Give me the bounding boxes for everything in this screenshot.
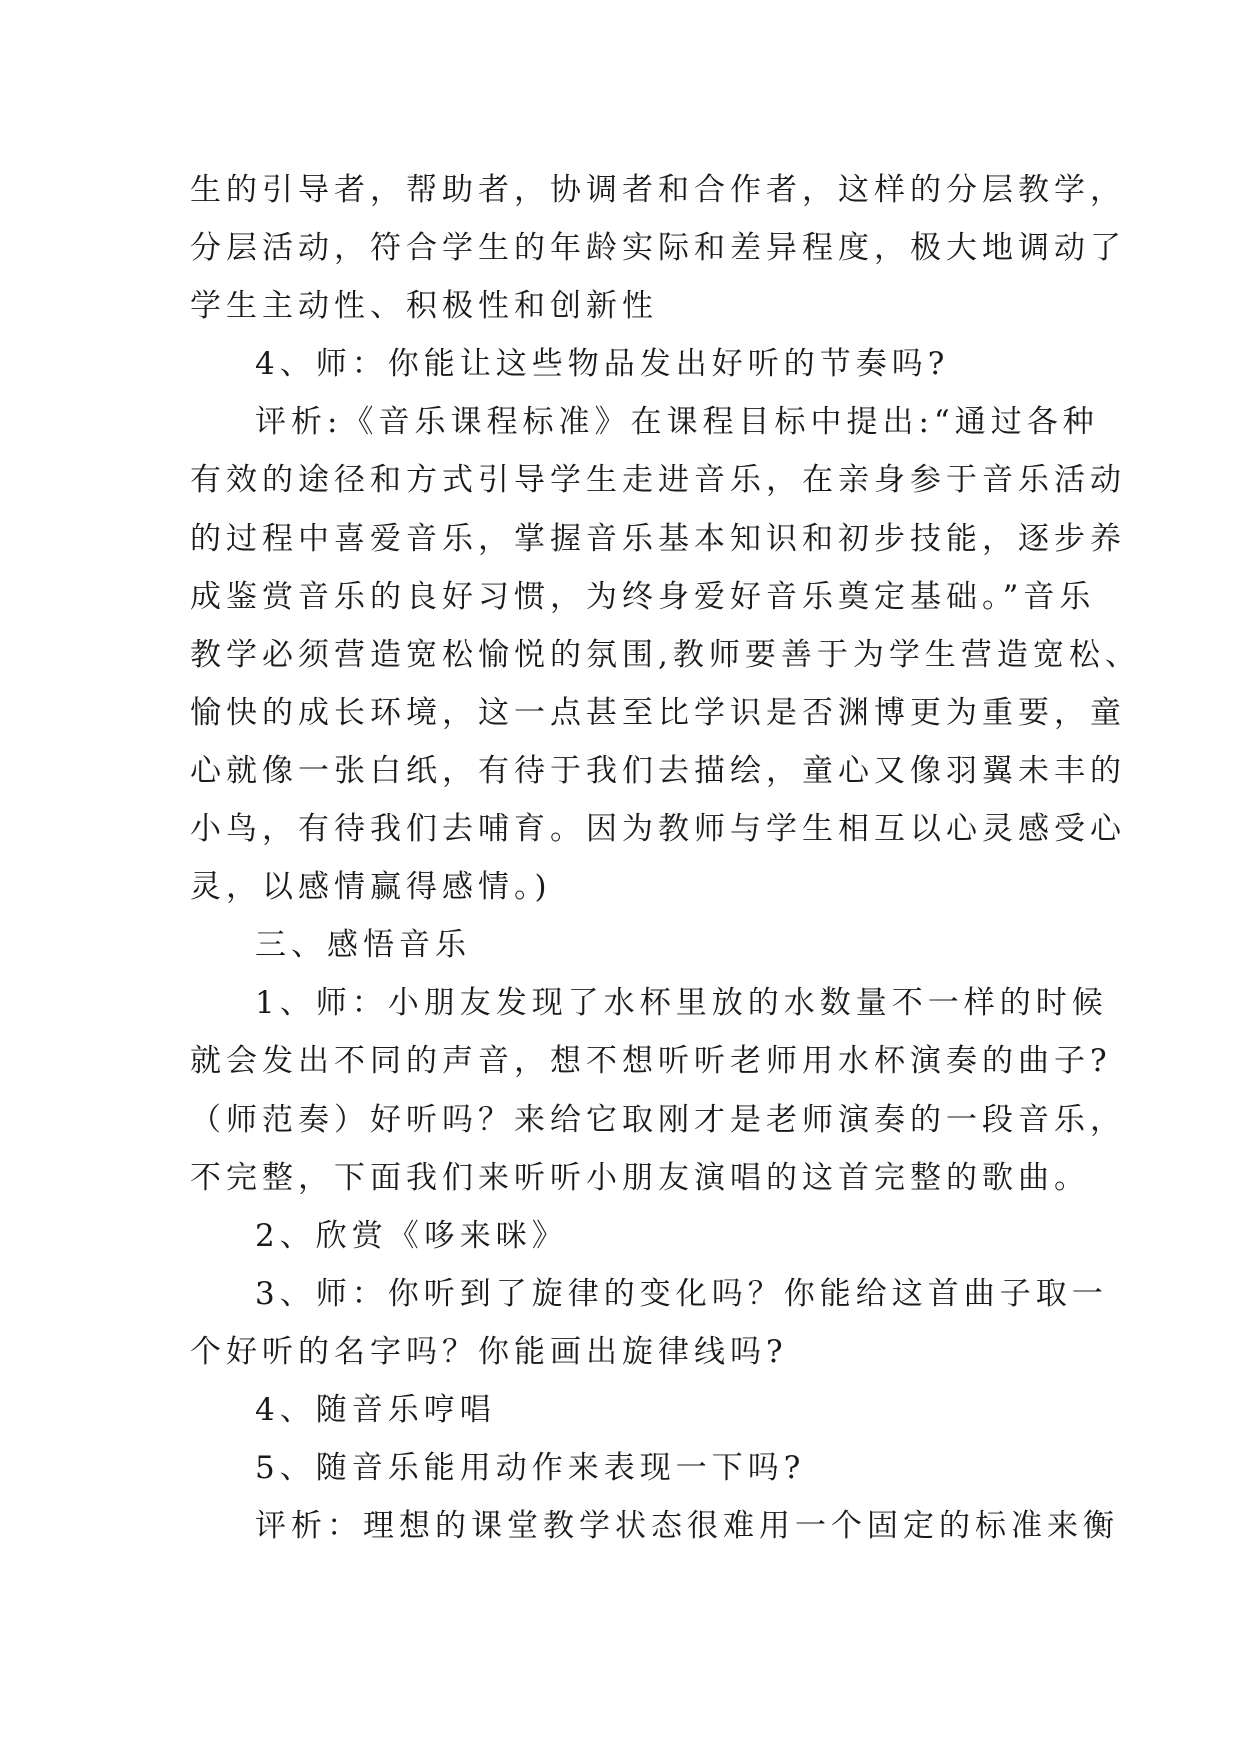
text-line: 评析：理想的课堂教学状态很难用一个固定的标准来衡 [255,1508,1119,1545]
text-line: 4、随音乐哼唱 [255,1391,496,1428]
text-line: （师范奏）好听吗？来给它取刚才是老师演奏的一段音乐， [190,1101,1126,1138]
text-line: 成鉴赏音乐的良好习惯，为终身爱好音乐奠定基础。”音乐 [190,578,1096,615]
text-line: 4、师：你能让这些物品发出好听的节奏吗? [255,346,950,383]
text-line: 分层活动，符合学生的年龄实际和差异程度，极大地调动了 [190,230,1126,267]
text-line: 不完整，下面我们来听听小朋友演唱的这首完整的歌曲。 [190,1159,1090,1196]
body-text [190,161,1141,1555]
text-line: 学生主动性、积极性和创新性 [190,288,658,325]
text-line: 愉快的成长环境，这一点甚至比学识是否渊博更为重要，童 [190,694,1126,731]
text-line: 三、感悟音乐 [255,927,471,964]
text-line: 5、随音乐能用动作来表现一下吗? [255,1450,806,1487]
text-line: 生的引导者，帮助者，协调者和合作者，这样的分层教学， [190,172,1126,208]
text-line: 小鸟，有待我们去哺育。因为教师与学生相互以心灵感受心 [190,811,1126,848]
text-line: 个好听的名字吗？你能画出旋律线吗? [190,1333,788,1370]
text-line: 3、师：你听到了旋律的变化吗？你能给这首曲子取一 [255,1275,1108,1312]
text-line: 灵，以感情赢得感情。) [190,869,552,906]
text-line: 有效的途径和方式引导学生走进音乐，在亲身参于音乐活动 [190,462,1126,499]
text-line: 教学必须营造宽松愉悦的氛围,教师要善于为学生营造宽松、 [190,636,1141,673]
text-line: 2、欣赏《哆来咪》 [255,1217,568,1254]
text-line: 评析:《音乐课程标准》在课程目标中提出:“通过各种 [255,404,1099,441]
text-line: 心就像一张白纸，有待于我们去描绘，童心又像羽翼未丰的 [190,752,1126,789]
text-line: 就会发出不同的声音，想不想听听老师用水杯演奏的曲子? [190,1043,1112,1080]
text-line: 1、师：小朋友发现了水杯里放的水数量不一样的时候 [255,985,1108,1022]
text-line: 的过程中喜爱音乐，掌握音乐基本知识和初步技能，逐步养 [190,520,1126,557]
